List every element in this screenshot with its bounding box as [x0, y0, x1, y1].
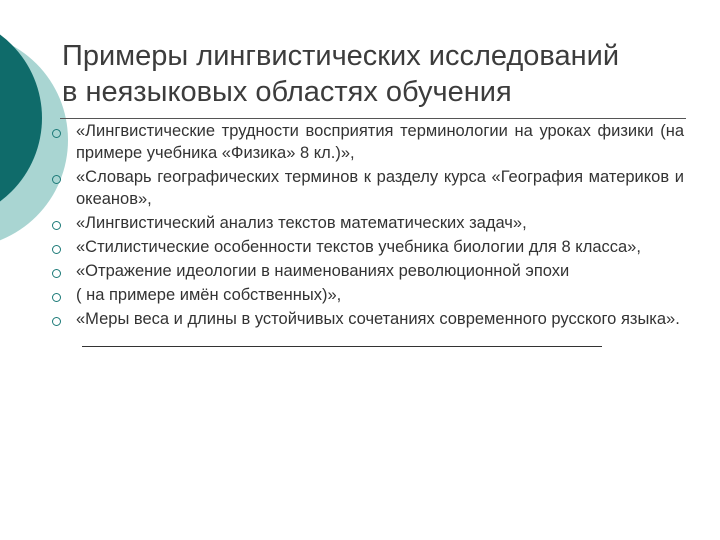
- list-item: [52, 212, 684, 234]
- list-item: [52, 260, 684, 282]
- title-line-2: в неязыковых областях обучения: [62, 76, 512, 108]
- list-item: [52, 308, 684, 353]
- list-item: [52, 166, 684, 210]
- research-list: [52, 120, 684, 355]
- list-item-text: «Отражение идеологии в наименованиях революционной эпохи: [76, 262, 570, 280]
- list-item-text: [76, 308, 684, 353]
- list-item-text: «Лингвистические трудности восприятия терминологии на уроках физики (на примере учебника «Физика» 8 кл.)»,: [76, 122, 684, 162]
- list-item-text-content: «Меры веса и длины в устойчивых сочетаниях современного русского языка».: [76, 310, 680, 328]
- slide-title: [62, 38, 702, 110]
- hollow-circle-bullet-icon: [52, 317, 61, 326]
- list-item-text: ( на примере имён собственных)»,: [76, 286, 342, 304]
- hollow-circle-bullet-icon: [52, 245, 61, 254]
- list-item: [52, 120, 684, 164]
- list-item: [52, 236, 684, 258]
- hollow-circle-bullet-icon: [52, 221, 61, 230]
- hollow-circle-bullet-icon: [52, 175, 61, 184]
- hollow-circle-bullet-icon: [52, 293, 61, 302]
- list-item-text: «Словарь географических терминов к разделу курса «География материков и океанов»,: [76, 168, 684, 208]
- list-item-text: «Стилистические особенности текстов учебника биологии для 8 класса»,: [76, 238, 641, 256]
- hollow-circle-bullet-icon: [52, 269, 61, 278]
- underline-blank: [82, 330, 602, 347]
- hollow-circle-bullet-icon: [52, 129, 61, 138]
- list-item: [52, 284, 684, 306]
- title-underline: [60, 118, 686, 119]
- list-item-text: «Лингвистический анализ текстов математических задач»,: [76, 214, 527, 232]
- title-line-1: Примеры лингвистических исследований: [62, 40, 620, 72]
